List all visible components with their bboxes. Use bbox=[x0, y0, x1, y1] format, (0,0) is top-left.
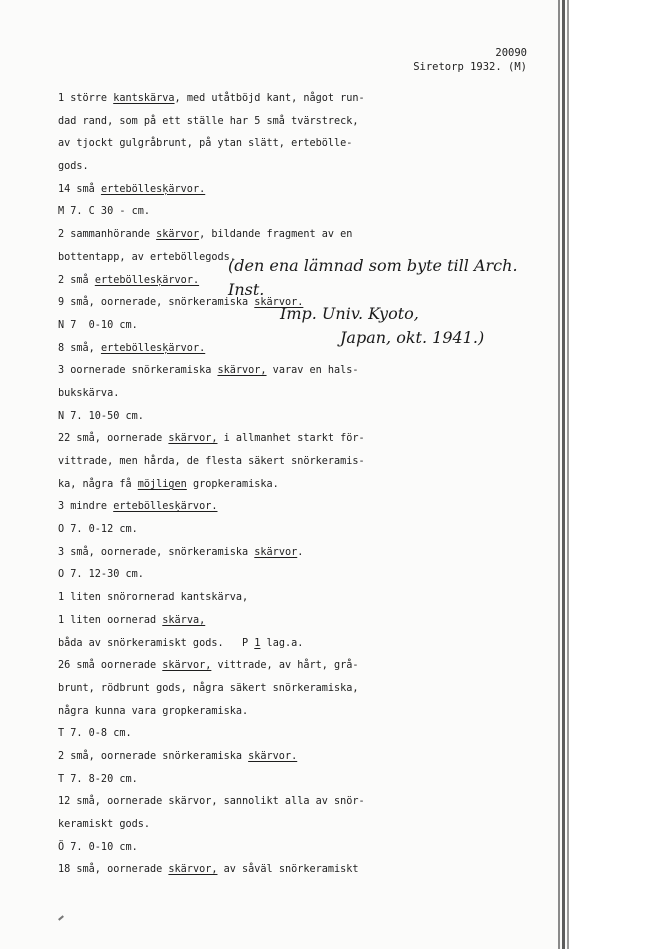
catalog-header bbox=[413, 46, 527, 74]
entry-line bbox=[58, 546, 398, 569]
entry-text: , med utåtböjd kant, något run- bbox=[174, 93, 365, 104]
page-margin-right bbox=[569, 0, 669, 949]
entry-line bbox=[58, 115, 398, 138]
underlined-term: erteböllesķärvor. bbox=[113, 501, 218, 513]
entry-text: N 7 0-10 cm. bbox=[58, 319, 138, 331]
entry-line bbox=[58, 818, 398, 841]
page-edge-line bbox=[567, 0, 569, 949]
underlined-term: skärvor. bbox=[248, 750, 298, 762]
underlined-term: skärvor. bbox=[254, 297, 304, 309]
entry-line bbox=[58, 705, 398, 728]
entry-text: 2 sammanhörande bbox=[58, 229, 157, 241]
entry-text: 2 små bbox=[58, 274, 95, 286]
entry-line bbox=[58, 795, 398, 818]
entry-line bbox=[58, 183, 398, 206]
entry-text: varav en hals- bbox=[266, 365, 359, 377]
underlined-term: erteböllesķärvor. bbox=[100, 183, 206, 195]
entry-text: 9 små, oornerade, snörkeramiska bbox=[58, 297, 255, 309]
entry-line bbox=[58, 591, 398, 614]
entry-line bbox=[58, 205, 398, 228]
entry-line bbox=[58, 364, 398, 387]
entry-text: dad rand, som på ett ställe har 5 små tvärstreck, bbox=[58, 115, 359, 127]
underlined-term: skärva, bbox=[162, 614, 206, 626]
entry-text: 3 små, oornerade, snörkeramiska bbox=[58, 546, 255, 558]
typed-entries bbox=[58, 92, 398, 886]
underlined-term: erteböllesķärvor. bbox=[94, 274, 200, 286]
page-edge-line bbox=[558, 0, 560, 949]
entry-text: bottentapp, av erteböllegods. bbox=[58, 251, 236, 263]
entry-line bbox=[58, 637, 398, 660]
entry-line bbox=[58, 455, 398, 478]
entry-text: 1 större bbox=[58, 93, 114, 104]
entry-text: 8 små, bbox=[58, 342, 101, 354]
underlined-term: skärvor, bbox=[162, 660, 212, 672]
entry-line bbox=[58, 137, 398, 160]
entry-line bbox=[58, 863, 398, 886]
underlined-term: 1 bbox=[254, 637, 261, 649]
underlined-term: skärvor, bbox=[168, 433, 218, 445]
entry-text: 1 liten oornerad bbox=[58, 614, 163, 626]
handwritten-note-line: Imp. Univ. Kyoto, bbox=[280, 304, 419, 323]
entry-text: . bbox=[297, 546, 304, 558]
underlined-term: möjligen bbox=[137, 478, 187, 490]
entry-text: 22 små, oornerade bbox=[58, 433, 169, 445]
entry-line bbox=[58, 387, 398, 410]
handwritten-note bbox=[228, 254, 558, 350]
entry-text: vittrade, av hårt, grå- bbox=[211, 660, 359, 672]
entry-line bbox=[58, 478, 398, 501]
entry-text: några kunna vara gropkeramiska. bbox=[58, 705, 249, 717]
entry-text: brunt, rödbrunt gods, några säkert snörkeramiska, bbox=[58, 682, 359, 694]
entry-text: O 7. 12-30 cm. bbox=[58, 569, 144, 581]
entry-text: 3 oornerade snörkeramiska bbox=[58, 365, 218, 377]
entry-text: bukskärva. bbox=[58, 387, 120, 399]
entry-line bbox=[58, 659, 398, 682]
entry-line bbox=[58, 432, 398, 455]
handwritten-note-line: (den ena lämnad som byte till Arch. Inst. bbox=[228, 256, 518, 299]
underlined-term: skärvor, bbox=[217, 365, 267, 377]
entry-text: 26 små oornerade bbox=[58, 660, 163, 672]
underlined-term: skärvor bbox=[254, 546, 298, 558]
entry-line bbox=[58, 92, 398, 115]
entry-line bbox=[58, 500, 398, 523]
entry-text: båda av snörkeramiskt gods. P bbox=[58, 637, 255, 649]
entry-text: M 7. C 30 - cm. bbox=[58, 206, 151, 218]
underlined-term: kantskärva bbox=[113, 93, 175, 104]
entry-text: gods. bbox=[58, 161, 89, 173]
entry-text: gropkeramiska. bbox=[186, 478, 279, 490]
entry-text: 18 små, oornerade bbox=[58, 864, 169, 876]
entry-line bbox=[58, 228, 398, 251]
entry-line bbox=[58, 841, 398, 864]
entry-text: N 7. 10-50 cm. bbox=[58, 410, 144, 422]
underlined-term: erteböllesķärvor. bbox=[100, 342, 206, 354]
entry-text: vittrade, men hårda, de flesta säkert snörkeramis- bbox=[58, 456, 365, 467]
entry-text: lag.a. bbox=[260, 637, 304, 649]
entry-line bbox=[58, 568, 398, 591]
entry-text: 1 liten snörornerad kantskärva, bbox=[58, 592, 249, 604]
entry-text: O 7. 0-12 cm. bbox=[58, 524, 138, 536]
entry-text: 3 mindre bbox=[58, 501, 114, 513]
entry-text: Ö 7. 0-10 cm. bbox=[58, 841, 138, 853]
entry-line bbox=[58, 682, 398, 705]
entry-text: av tjockt gulgråbrunt, på ytan slätt, ertebölle- bbox=[58, 138, 353, 150]
page-edge-line bbox=[562, 0, 565, 949]
entry-text: keramiskt gods. bbox=[58, 819, 151, 830]
entry-text: T 7. 8-20 cm. bbox=[58, 773, 138, 785]
handwritten-note-line: Japan, okt. 1941.) bbox=[340, 328, 485, 347]
entry-text: , bildande fragment av en bbox=[199, 229, 353, 241]
entry-line bbox=[58, 523, 398, 546]
underlined-term: skärvor bbox=[156, 229, 200, 241]
underlined-term: skärvor, bbox=[168, 864, 218, 876]
catalog-number: 20090 bbox=[495, 47, 527, 59]
entry-text: av såväl snörkeramiskt bbox=[217, 864, 359, 876]
entry-text: 12 små, oornerade skärvor, sannolikt alla av snör- bbox=[58, 796, 365, 808]
entry-text: i allmanhet starkt för- bbox=[217, 433, 365, 445]
entry-line bbox=[58, 727, 398, 750]
entry-line bbox=[58, 410, 398, 433]
entry-text: ka, några få bbox=[58, 478, 138, 490]
entry-line bbox=[58, 160, 398, 183]
pencil-mark bbox=[58, 915, 64, 920]
site-and-year: Siretorp 1932. (M) bbox=[413, 61, 527, 73]
entry-text: 14 små bbox=[58, 183, 101, 195]
entry-line bbox=[58, 614, 398, 637]
entry-text: T 7. 0-8 cm. bbox=[58, 728, 132, 740]
entry-text: 2 små, oornerade snörkeramiska bbox=[58, 750, 249, 762]
entry-line bbox=[58, 750, 398, 773]
entry-line bbox=[58, 773, 398, 796]
